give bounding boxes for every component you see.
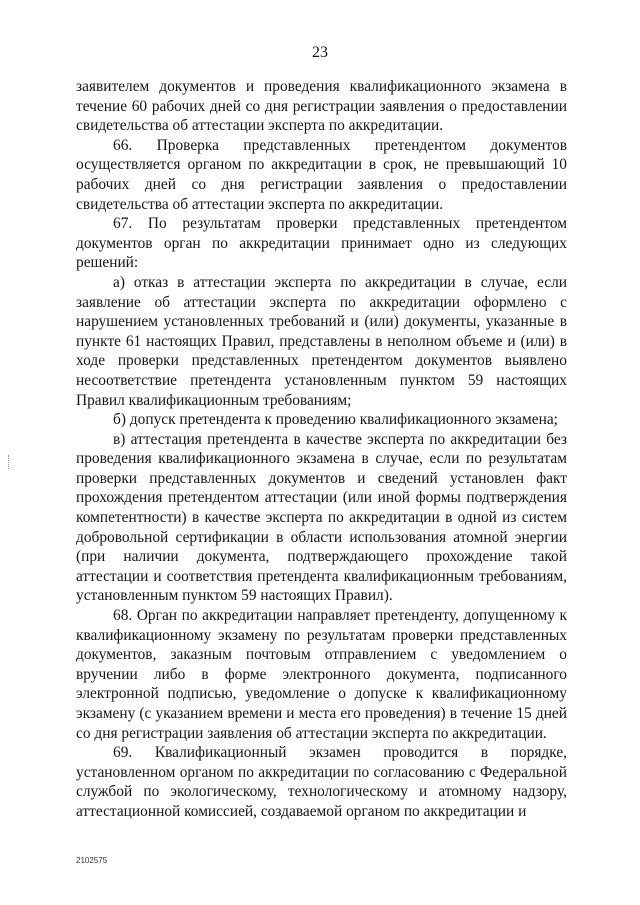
paragraph-69: 69. Квалификационный экзамен проводится в порядке, установленном органом по аккредитации по согласованию с Федеральной службой по экологическому, технологическому и атомному надзору, аттестационной комиссией, создаваемой органом по аккредитации и [76,744,567,820]
page-number: 23 [312,44,328,61]
paragraph-67-v: в) аттестация претендента в качестве эксперта по аккредитации без проведения квалификационного экзамена в случае, если по результатам проверки представленных документов и сведений установлен факт прохождения претендентом аттестации (или иной формы подтверждения компетентности) в качестве эксперта по аккредитации в одной из систем добровольной сертификации в области использования атомной энергии (при наличии документа, подтверждающего прохождение такой аттестации и соответствия претендента квалификационным требованиям, установленным пунктом 59 настоящих Правил). [76,430,567,605]
footer-document-code: 2102575 [76,856,108,865]
paragraph-67: 67. По результатам проверки представленных претендентом документов орган по аккредитации принимает одно из следующих решений: [76,215,567,272]
paragraph-67-a: а) отказ в аттестации эксперта по аккредитации в случае, если заявление об аттестации эксперта по аккредитации оформлено с нарушением установленных требований и (или) документы, указанные в пункте 61 настоящих Правил, представлены в неполном объеме и (или) в ходе проверки представленных претендентом документов выявлено несоответствие претендента установленным пунктом 59 настоящих Правил квалификационным требованиям; [76,273,567,409]
paragraph-68: 68. Орган по аккредитации направляет претенденту, допущенному к квалификационному экзамену по результатам проверки представленных документов, заказным почтовым отправлением с уведомлением о вручении либо в форме электронного документа, подписанного электронной подписью, уведомление о допуске к квалификационному экзамену (с указанием времени и места его проведения) в течение 15 дней со дня регистрации заявления об аттестации эксперта по аккредитации. [76,607,567,742]
paragraph-66: 66. Проверка представленных претендентом документов осуществляется органом по аккредитации в срок, не превышающий 10 рабочих дней со дня регистрации заявления о предоставлении свидетельства об аттестации эксперта по аккредитации. [76,136,567,213]
paragraph-67-b: б) допуск претендента к проведению квалификационного экзамена; [113,411,558,429]
paragraph-continuation: заявителем документов и проведения квалификационного экзамена в течение 60 рабочих дней со дня регистрации заявления о предоставлении свидетельства об аттестации эксперта по аккредитации. [76,78,567,135]
document-body [76,77,567,822]
scan-margin-mark [8,455,10,469]
